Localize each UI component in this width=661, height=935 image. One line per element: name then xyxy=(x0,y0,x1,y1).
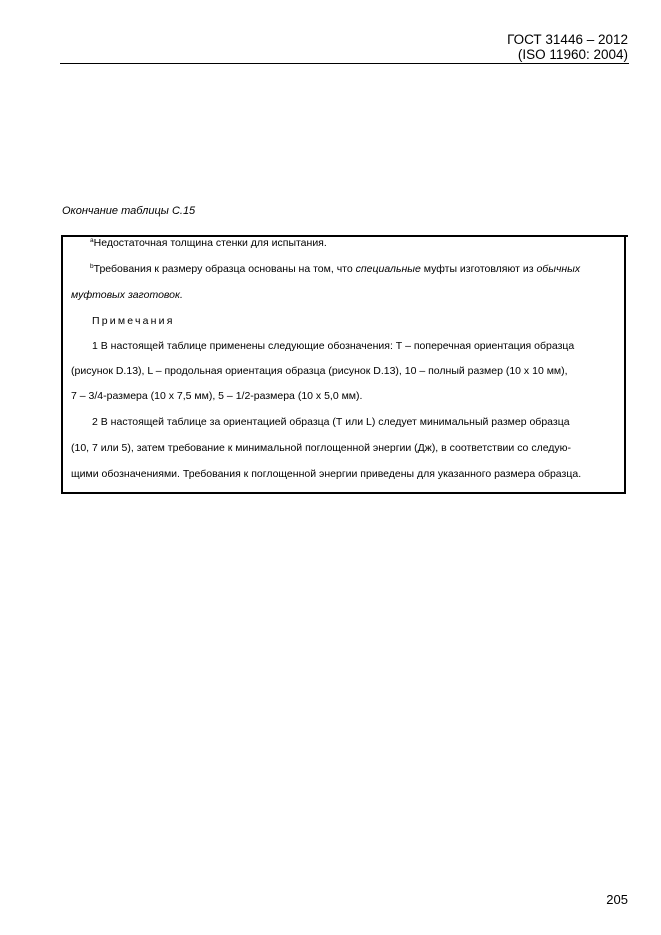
page-number: 205 xyxy=(606,892,628,907)
iso-reference: (ISO 11960: 2004) xyxy=(517,47,628,62)
note-2-line-1: 2 В настоящей таблице за ориентацией образца (Т или L) следует минимальный размер образца xyxy=(92,416,570,428)
footnote-b xyxy=(90,263,580,277)
notes-heading: Примечания xyxy=(92,315,175,327)
footnote-b-italic-2: обычных xyxy=(536,263,581,275)
standard-number: ГОСТ 31446 – 2012 xyxy=(507,32,628,47)
footnote-b-text-1: Требования к размеру образца основаны на том, что xyxy=(93,263,356,275)
footnote-b-mark: b xyxy=(90,263,94,270)
note-1-line-2: (рисунок D.13), L – продольная ориентация образца (рисунок D.13), 10 – полный размер (10 x 10 мм), xyxy=(71,365,568,377)
footnote-a-text: Недостаточная толщина стенки для испытания. xyxy=(93,237,327,249)
note-1-line-1: 1 В настоящей таблице применены следующие обозначения: Т – поперечная ориентация образца xyxy=(92,340,575,352)
note-2-line-3: щими обозначениями. Требования к поглощенной энергии приведены для указанного размера образца. xyxy=(71,468,582,480)
footnote-a xyxy=(90,237,327,251)
note-2-line-2: (10, 7 или 5), затем требование к минимальной поглощенной энергии (Дж), в соответствии со следую- xyxy=(71,442,572,454)
footnote-a-mark: а xyxy=(90,237,94,244)
header-rule xyxy=(60,63,629,64)
table-caption: Окончание таблицы С.15 xyxy=(62,205,196,217)
footnote-b-italic-1: специальные xyxy=(355,263,421,275)
footnote-b-line-2: муфтовых заготовок. xyxy=(71,289,183,301)
footnote-b-text-2: муфты изготовляют из xyxy=(420,263,537,275)
note-1-line-3: 7 – 3/4-размера (10 x 7,5 мм), 5 – 1/2-размера (10 x 5,0 мм). xyxy=(71,390,363,402)
